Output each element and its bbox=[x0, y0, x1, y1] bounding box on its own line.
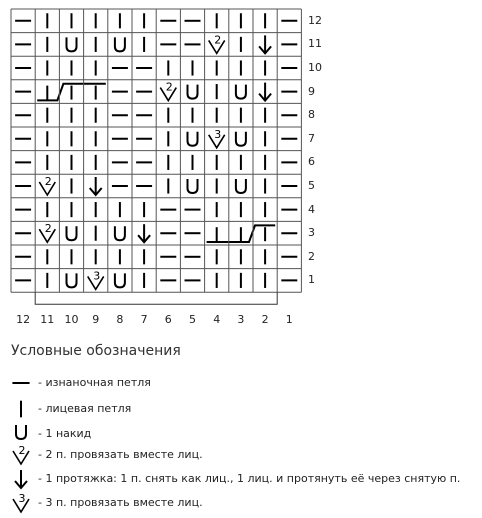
chart-cell-yarn-over bbox=[236, 132, 246, 146]
svg-text:2: 2 bbox=[18, 444, 26, 457]
chart-cell-yarn-over bbox=[67, 273, 77, 287]
chart-cell-sl1-k1-psso bbox=[259, 35, 271, 53]
svg-text:2: 2 bbox=[214, 33, 222, 47]
sl1-k1-psso-icon bbox=[8, 467, 34, 493]
legend-item bbox=[8, 420, 478, 444]
chart-cell-sl1-k1-psso bbox=[138, 224, 150, 242]
column-label: 8 bbox=[116, 313, 124, 326]
row-label: 3 bbox=[308, 226, 315, 240]
legend-item-text: - 1 накид bbox=[38, 427, 92, 440]
purl-icon bbox=[8, 371, 34, 397]
column-label: 9 bbox=[92, 313, 100, 326]
legend-item bbox=[8, 491, 478, 515]
chart-cell-yarn-over bbox=[236, 85, 246, 99]
chart-cell-yarn-over bbox=[115, 226, 125, 240]
svg-text:2: 2 bbox=[44, 222, 52, 236]
chart-cell-yarn-over bbox=[67, 37, 77, 51]
legend-item-text: - изнаночная петля bbox=[38, 376, 151, 389]
k2tog-icon bbox=[8, 443, 34, 469]
row-label: 12 bbox=[308, 13, 322, 27]
legend-item-text: - 2 п. провязать вместе лиц. bbox=[38, 448, 203, 461]
row-label: 10 bbox=[308, 61, 322, 74]
chart-cell-k2tog bbox=[209, 33, 225, 53]
chart-cell-yarn-over bbox=[188, 85, 198, 99]
column-label: 3 bbox=[237, 313, 245, 326]
row-label: 9 bbox=[308, 84, 315, 98]
chart-cell-yarn-over bbox=[115, 273, 125, 287]
svg-text:2: 2 bbox=[165, 80, 173, 94]
svg-text:2: 2 bbox=[44, 175, 52, 188]
chart-cell-yarn-over bbox=[188, 132, 198, 146]
row-label: 8 bbox=[308, 108, 315, 122]
chart-cell-yarn-over bbox=[236, 179, 246, 193]
legend-item-text: - лицевая петля bbox=[38, 402, 132, 415]
chart-cell-k2tog bbox=[160, 81, 176, 101]
column-label: 6 bbox=[164, 313, 172, 326]
row-label: 11 bbox=[308, 37, 322, 51]
row-label: 2 bbox=[308, 249, 315, 263]
row-label: 5 bbox=[308, 179, 315, 192]
column-label: 1 bbox=[285, 313, 293, 326]
chart-grid bbox=[11, 9, 301, 292]
legend-item bbox=[8, 443, 478, 467]
legend-item bbox=[8, 467, 478, 491]
chart-cell-k2tog bbox=[39, 222, 55, 242]
svg-text:3: 3 bbox=[18, 492, 26, 505]
chart-cell-k3tog bbox=[209, 128, 225, 148]
legend-item bbox=[8, 371, 478, 395]
chart-cell-yarn-over bbox=[115, 37, 125, 51]
row-label: 1 bbox=[308, 273, 315, 287]
chart-cell-k2tog bbox=[39, 175, 55, 195]
column-label: 12 bbox=[16, 313, 31, 326]
chart-cell-k3tog bbox=[88, 269, 104, 289]
column-label: 4 bbox=[213, 313, 221, 326]
svg-text:3: 3 bbox=[214, 127, 222, 141]
k3tog-icon bbox=[8, 491, 34, 517]
row-label: 4 bbox=[308, 202, 315, 216]
svg-text:3: 3 bbox=[93, 269, 101, 283]
column-label: 10 bbox=[64, 313, 79, 326]
chart-cell-sl1-k1-psso bbox=[90, 177, 102, 195]
legend-item-text: - 3 п. провязать вместе лиц. bbox=[38, 496, 203, 509]
repeat-bracket bbox=[35, 292, 277, 304]
column-label: 5 bbox=[189, 313, 196, 326]
row-label: 6 bbox=[308, 155, 315, 169]
row-label: 7 bbox=[308, 131, 315, 145]
legend-item-text: - 1 протяжка: 1 п. снять как лиц., 1 лиц. и протянуть её через снятую п. bbox=[38, 472, 461, 485]
chart-cell-yarn-over bbox=[188, 179, 198, 193]
column-label: 2 bbox=[261, 313, 269, 326]
chart-cell-yarn-over bbox=[67, 226, 77, 240]
column-label: 7 bbox=[140, 313, 148, 326]
legend-title: Условные обозначения bbox=[11, 343, 181, 359]
legend-item bbox=[8, 397, 478, 421]
chart-cell-sl1-k1-psso bbox=[259, 83, 271, 101]
column-label: 11 bbox=[40, 313, 55, 326]
